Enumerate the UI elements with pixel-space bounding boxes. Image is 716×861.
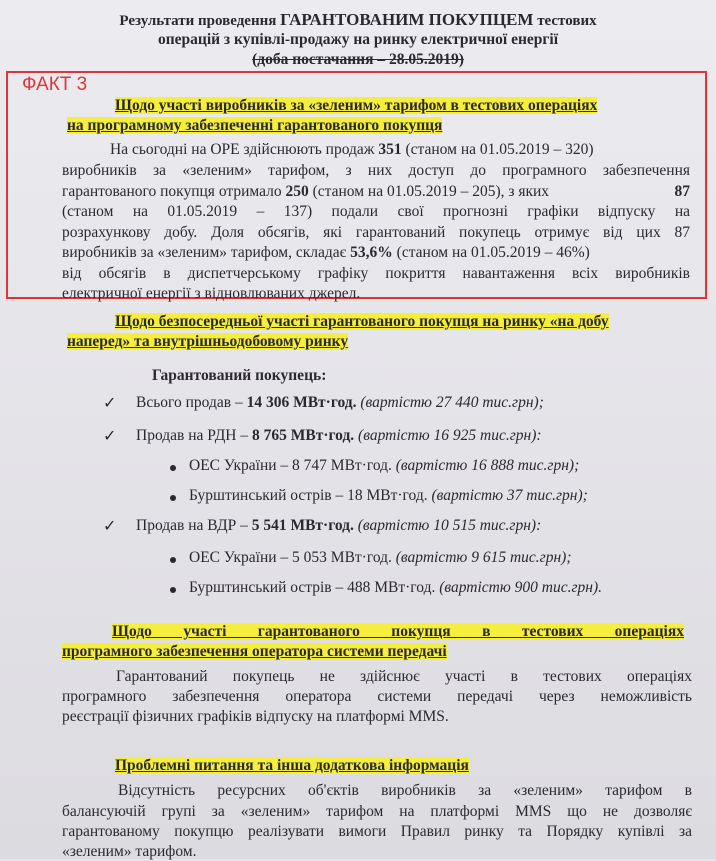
- bullet-icon: [170, 587, 176, 593]
- item-label: Продав на РДН –: [136, 427, 252, 444]
- item-value: 5 541 МВт·год.: [251, 517, 354, 534]
- tso-heading-line2: [62, 643, 447, 661]
- buyer-subheading: Гарантований покупець:: [152, 367, 327, 384]
- problems-text-line: балансуючій групі за «зеленим» тарифом на платформі MMS що не дозволяє: [62, 803, 692, 820]
- item-label: Продав на ВДР –: [136, 517, 252, 534]
- title-part: Результати проведення: [119, 13, 281, 29]
- text: виробників за «зеленим» тарифом, складає: [62, 244, 351, 261]
- item-label: ОЕС України – 8 747 МВт·год.: [189, 457, 392, 474]
- item-note: (вартістю 9 615 тис.грн);: [391, 549, 572, 566]
- item-label: Бурштинський острів – 18 МВт·год.: [189, 487, 428, 504]
- list-item: [189, 487, 588, 505]
- title-part: ГАРАНТОВАНИМ ПОКУПЦЕМ: [280, 10, 534, 29]
- fact-label: ФАКТ 3: [22, 74, 88, 95]
- problems-text-line: гарантованому покупцю реалізувати вимоги Правил ринку та Порядку купівлі за: [62, 823, 692, 840]
- text: (станом на 01.05.2019 – 320): [401, 141, 594, 158]
- bullet-icon: [170, 557, 176, 563]
- share-percent: 53,6%: [350, 244, 393, 261]
- checkmark-icon: ✓: [103, 518, 117, 535]
- item-note: (вартістю 16 888 тис.грн);: [391, 457, 580, 474]
- fact-heading-text: на програмному забезпеченні гарантованого покупця: [67, 117, 443, 134]
- list-item: [189, 549, 571, 567]
- fact-heading-line2: [67, 117, 442, 135]
- tso-heading-text: Щодо участі гарантованого покупця в тестових операціях: [112, 623, 684, 640]
- fact-text-line: від обсягів в диспетчерському графіку покриття навантаження всіх виробників: [62, 265, 690, 282]
- bullet-icon: [170, 465, 176, 471]
- fact-text-line: електричної енергії з відновлюваних джерел.: [62, 285, 361, 302]
- item-value: 14 306 МВт·год.: [246, 394, 357, 411]
- supply-day: [0, 51, 716, 69]
- checkmark-icon: ✓: [103, 428, 117, 445]
- fact-text-line: [62, 244, 590, 262]
- fact-text-line: (станом на 01.05.2019 – 137) подали свої прогнозні графіки відпуску на: [62, 203, 690, 220]
- tso-text-line: Гарантований покупець не здійснює участі в тестових операціях: [116, 668, 692, 685]
- item-note: (вартістю 10 515 тис.грн):: [353, 517, 542, 534]
- list-item: [136, 394, 544, 412]
- fact-text-line: розрахункову добу. Доля обсягів, які гарантований покупець отримує від цих 87: [62, 224, 690, 241]
- tso-heading-line1: [112, 623, 684, 641]
- list-item: [136, 517, 541, 535]
- tso-text-line: програмного забезпечення оператора системи передачі через неможливість: [62, 688, 692, 705]
- text: гарантованого покупця отримало: [62, 183, 286, 200]
- item-label: Бурштинський острів – 488 МВт·год.: [189, 579, 436, 596]
- item-note: (вартістю 37 тис.грн);: [427, 487, 588, 504]
- item-value: 8 765 МВт·год.: [251, 427, 355, 444]
- market-heading-line2: [67, 333, 348, 351]
- item-note: (вартістю 900 тис.грн).: [435, 579, 603, 596]
- market-heading-text: наперед» та внутрішньодобовому ринку: [67, 333, 349, 350]
- checkmark-icon: ✓: [103, 395, 117, 412]
- producers-count: 351: [378, 141, 402, 158]
- item-label: ОЕС України – 5 053 МВт·год.: [189, 549, 392, 566]
- text: (станом на 01.05.2019 – 205), з яких: [308, 183, 550, 200]
- tso-text-line: реєстрації фізичних графіків відпуску на платформі MMS.: [62, 708, 449, 725]
- problems-text-line: Відсутність ресурсних об'єктів виробників за «зеленим» тарифом в: [118, 782, 692, 799]
- fact-heading-line1: [115, 97, 597, 115]
- market-heading-text: Щодо безпосередньої участі гарантованого покупця на ринку «на добу: [115, 313, 609, 330]
- fact-text-line: [110, 141, 594, 159]
- supply-day-text: (доба постачання – 28.05.2019): [252, 51, 464, 68]
- item-note: (вартістю 27 440 тис.грн);: [356, 394, 544, 411]
- bullet-icon: [170, 495, 176, 501]
- access-count: 250: [285, 183, 309, 200]
- page-subtitle: операцій з купівлі-продажу на ринку електричної енергії: [157, 31, 559, 48]
- problems-heading-text: Проблемні питання та інша додаткова інформація: [115, 757, 469, 774]
- list-item: [136, 427, 542, 445]
- title-part: тестових: [533, 13, 597, 29]
- item-note: (вартістю 16 925 тис.грн):: [354, 427, 542, 444]
- item-label: Всього продав –: [136, 394, 247, 411]
- text: (станом на 01.05.2019 – 46%): [392, 244, 590, 261]
- market-heading-line1: [115, 313, 609, 331]
- list-item: [189, 457, 579, 475]
- problems-text-line: «зеленим» тарифом.: [62, 843, 197, 860]
- list-item: [189, 579, 602, 597]
- fact-text-line: [62, 183, 690, 201]
- submitted-count: 87: [674, 183, 690, 200]
- fact-heading-text: Щодо участі виробників за «зеленим» тарифом в тестових операціях: [115, 97, 598, 114]
- tso-heading-text: програмного забезпечення оператора системи передачі: [62, 643, 447, 660]
- text: На сьогодні на ОРЕ здійснюють продаж: [110, 141, 379, 158]
- fact-text-line: виробників за «зеленим» тарифом, з них доступ до програмного забезпечення: [62, 162, 690, 179]
- page-title: [0, 10, 716, 30]
- problems-heading: [115, 757, 469, 775]
